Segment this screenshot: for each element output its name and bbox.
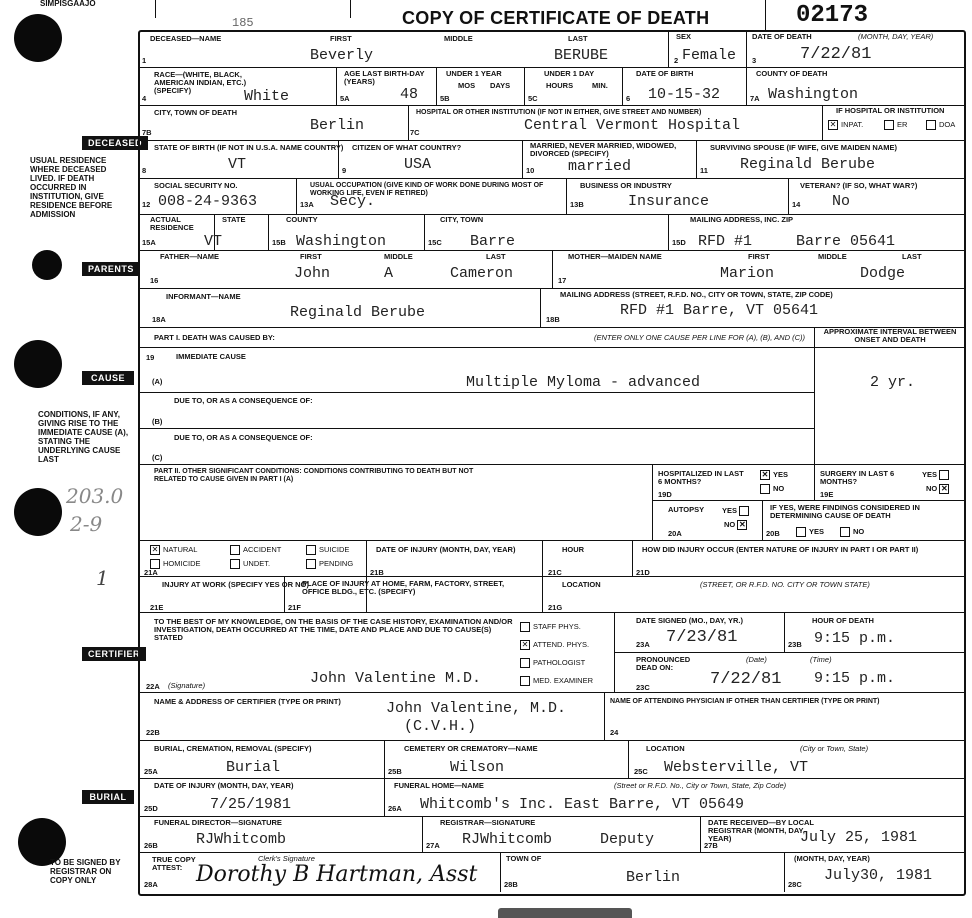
label-date-injury: DATE OF INJURY (MONTH, DAY, YEAR) <box>376 545 516 554</box>
field-number: 26B <box>144 841 158 850</box>
suicide-label: SUICIDE <box>319 544 350 554</box>
pathologist-option[interactable] <box>520 658 585 668</box>
label-date: (Date) <box>746 655 767 664</box>
field-number: 28C <box>788 880 802 889</box>
value-race: White <box>244 88 290 105</box>
value-ssn: 008-24-9363 <box>158 193 258 210</box>
doa-label: DOA <box>939 119 956 129</box>
value-father-first: John <box>294 265 331 282</box>
label-due-to-c: DUE TO, OR AS A CONSEQUENCE OF: <box>174 433 313 442</box>
bottom-edge-tab <box>498 908 632 918</box>
value-age: 48 <box>400 86 419 103</box>
punch-hole <box>14 488 62 536</box>
label-sex: SEX <box>676 32 692 41</box>
inpat-checkbox[interactable] <box>828 120 838 130</box>
label-funeral-home-address: (Street or R.F.D. No., City or Town, State, Zip Code) <box>614 781 787 790</box>
label-ssn: SOCIAL SECURITY NO. <box>154 181 238 190</box>
label-first: FIRST <box>330 34 352 43</box>
er-option[interactable] <box>884 120 907 130</box>
value-interval-a: 2 yr. <box>870 374 916 391</box>
suicide-option[interactable] <box>306 545 349 555</box>
deceased-tab: DECEASED <box>82 136 148 150</box>
label-spouse: SURVIVING SPOUSE (IF WIFE, GIVE MAIDEN NAME) <box>710 143 897 152</box>
value-res-state: VT <box>204 233 223 250</box>
field-number: 25B <box>388 767 402 776</box>
value-mother-first: Marion <box>720 265 775 282</box>
value-res-city: Barre <box>470 233 516 250</box>
label-location-city: (City or Town, State) <box>800 744 869 753</box>
field-number: 27A <box>426 841 440 850</box>
hospitalized-no-checkbox[interactable] <box>760 484 770 494</box>
field-number: 22B <box>146 728 160 737</box>
label-informant-mail: MAILING ADDRESS (STREET, R.F.D. NO., CITY OR TOWN, STATE, ZIP CODE) <box>560 290 833 299</box>
examiner-checkbox[interactable] <box>520 676 530 686</box>
autopsy-no-option[interactable] <box>724 520 750 530</box>
doa-checkbox[interactable] <box>926 120 936 130</box>
field-number: 4 <box>142 94 147 103</box>
field-number: 21G <box>548 603 563 612</box>
field-number: 15C <box>428 238 442 247</box>
value-county-of-death: Washington <box>768 86 859 103</box>
hospitalized-yes-checkbox[interactable] <box>760 470 770 480</box>
value-burial-date: 7/25/1981 <box>210 796 292 813</box>
field-number: 26A <box>388 804 402 813</box>
value-town: Berlin <box>626 869 681 886</box>
field-number: 28B <box>504 880 518 889</box>
surgery-no-label: NO <box>926 483 938 493</box>
value-citizen: USA <box>404 156 432 173</box>
label-signature: (Signature) <box>168 681 206 690</box>
label-mother-first: FIRST <box>748 252 770 261</box>
inpat-label: INPAT. <box>841 119 864 129</box>
field-number: 9 <box>342 166 347 175</box>
hospitalized-yes-option[interactable] <box>760 470 788 480</box>
value-informant: Reginald Berube <box>290 304 426 321</box>
value-certifier-address: (C.V.H.) <box>404 718 477 735</box>
value-funeral-director: RJWhitcomb <box>196 831 287 848</box>
value-res-mail: RFD #1 <box>698 233 753 250</box>
label-certifier-name: NAME & ADDRESS OF CERTIFIER (TYPE OR PRINT) <box>154 697 341 706</box>
label-findings: IF YES, WERE FINDINGS CONSIDERED IN DETERMINING CAUSE OF DEATH <box>770 503 920 520</box>
label-how-injury: HOW DID INJURY OCCUR (ENTER NATURE OF INJURY IN PART I OR PART II) <box>642 545 919 554</box>
surgery-no-option[interactable] <box>926 484 952 494</box>
label-injury-work: INJURY AT WORK (SPECIFY YES OR NO) <box>162 580 309 589</box>
label-race: RACE—(WHITE, BLACK, AMERICAN INDIAN, ETC.) (SPECIFY) <box>154 70 247 95</box>
label-attest-date: (MONTH, DAY, YEAR) <box>794 854 870 863</box>
value-cause-a: Multiple Myloma - advanced <box>466 374 701 391</box>
homicide-label: HOMICIDE <box>163 558 201 568</box>
label-date-signed: DATE SIGNED (MO., DAY, YR.) <box>636 616 743 625</box>
value-spouse: Reginald Berube <box>740 156 876 173</box>
surgery-yes-option[interactable] <box>922 470 952 480</box>
field-number: 7A <box>750 94 760 103</box>
label-under-1-year: UNDER 1 YEAR <box>446 69 502 78</box>
accident-label: ACCIDENT <box>243 544 282 554</box>
value-date-received: July 25, 1981 <box>800 829 918 846</box>
label-time: (Time) <box>810 655 832 664</box>
autopsy-yes-checkbox[interactable] <box>739 506 749 516</box>
conditions-note: CONDITIONS, IF ANY, GIVING RISE TO THE IMMEDIATE CAUSE (A), STATING THE UNDERLYING CAUSE LAST <box>38 410 129 464</box>
undet-checkbox[interactable] <box>230 559 240 569</box>
label-hour-of-death: HOUR OF DEATH <box>812 616 874 625</box>
label-informant: INFORMANT—NAME <box>166 292 241 301</box>
value-state-of-birth: VT <box>228 156 247 173</box>
label-middle: MIDDLE <box>444 34 473 43</box>
pencil-note: 203.0 <box>66 484 124 508</box>
attend-checkbox[interactable] <box>520 640 530 650</box>
label-veteran: VETERAN? (IF SO, WHAT WAR?) <box>800 181 918 190</box>
top-left-cut-text: SIMPISGAAJO <box>40 0 96 8</box>
field-number: 23A <box>636 640 650 649</box>
label-mother-middle: MIDDLE <box>818 252 847 261</box>
field-number: 25D <box>144 804 158 813</box>
field-number: 7B <box>142 128 152 137</box>
label-last: LAST <box>568 34 588 43</box>
staff-option[interactable] <box>520 622 581 632</box>
field-number: 5A <box>340 94 350 103</box>
field-number: 23C <box>636 683 650 692</box>
label-father-first: FIRST <box>300 252 322 261</box>
label-father-middle: MIDDLE <box>384 252 413 261</box>
value-married: married <box>568 158 632 175</box>
label-hospital: HOSPITAL OR OTHER INSTITUTION (IF NOT IN EITHER, GIVE STREET AND NUMBER) <box>416 109 702 116</box>
field-number: 22A <box>146 682 160 691</box>
label-autopsy: AUTOPSY <box>668 505 705 514</box>
value-city: Berlin <box>310 117 365 134</box>
label-place-injury: PLACE OF INJURY AT HOME, FARM, FACTORY, STREET, OFFICE BLDG., ETC. (SPECIFY) <box>302 579 505 596</box>
field-number: 6 <box>626 94 631 103</box>
label-business: BUSINESS OR INDUSTRY <box>580 181 672 190</box>
label-location-fmt: (STREET, OR R.F.D. NO. CITY OR TOWN STATE) <box>700 580 870 589</box>
value-burial: Burial <box>226 759 281 776</box>
value-cemetery: Wilson <box>450 759 505 776</box>
label-occupation: USUAL OCCUPATION (GIVE KIND OF WORK DONE DURING MOST OF WORKING LIFE, EVEN IF RETIRED) <box>310 182 544 197</box>
punch-hole <box>14 14 62 62</box>
autopsy-no-checkbox[interactable] <box>737 520 747 530</box>
surgery-yes-checkbox[interactable] <box>939 470 949 480</box>
pending-option[interactable] <box>306 559 353 569</box>
sign-note: TO BE SIGNED BY REGISTRAR ON COPY ONLY <box>50 858 121 885</box>
staff-checkbox[interactable] <box>520 622 530 632</box>
field-number: 5C <box>528 94 538 103</box>
label-min: MIN. <box>592 81 608 90</box>
attend-label: ATTEND. PHYS. <box>533 639 590 649</box>
field-number: 19 <box>146 353 155 362</box>
punch-hole <box>14 340 62 388</box>
value-hospital: Central Vermont Hospital <box>524 117 741 134</box>
field-number: 21D <box>636 568 650 577</box>
field-number: 3 <box>752 56 757 65</box>
field-number: 12 <box>142 200 151 209</box>
natural-checkbox[interactable] <box>150 545 160 555</box>
undet-option[interactable] <box>230 559 270 569</box>
value-certifier-signature: John Valentine M.D. <box>310 670 482 687</box>
field-number: 21A <box>144 568 158 577</box>
label-hospitalized: HOSPITALIZED IN LAST 6 MONTHS? <box>658 469 744 486</box>
pending-label: PENDING <box>319 558 354 568</box>
hospitalized-yes-label: YES <box>773 469 789 479</box>
label-if-hospital: IF HOSPITAL OR INSTITUTION <box>836 106 945 115</box>
label-true-copy: TRUE COPY ATTEST: <box>152 855 196 872</box>
pencil-note: 1 <box>96 566 109 590</box>
label-father-last: LAST <box>486 252 506 261</box>
findings-no-label: NO <box>853 526 865 536</box>
field-number: 15D <box>672 238 686 247</box>
field-number: 21B <box>370 568 384 577</box>
page-title: COPY OF CERTIFICATE OF DEATH <box>402 8 710 28</box>
value-registrar-title: Deputy <box>600 831 655 848</box>
label-county: COUNTY <box>286 215 318 224</box>
label-part1: PART I. DEATH WAS CAUSED BY: <box>154 333 275 342</box>
pencil-note: 2-9 <box>70 512 103 536</box>
value-veteran: No <box>832 193 851 210</box>
er-checkbox[interactable] <box>884 120 894 130</box>
label-line-a: (A) <box>152 377 163 386</box>
label-part2: PART II. OTHER SIGNIFICANT CONDITIONS: CONDITIONS CONTRIBUTING TO DEATH BUT NOT RELATED TO CAUSE GIVEN IN PART I (A) <box>154 468 474 483</box>
field-number: 10 <box>526 166 535 175</box>
value-date-of-death: 7/22/81 <box>800 45 872 64</box>
field-number: 21C <box>548 568 562 577</box>
label-city-town: CITY, TOWN OF DEATH <box>154 108 238 117</box>
label-age: AGE LAST BIRTH-DAY (YEARS) <box>344 69 425 86</box>
punch-hole <box>32 250 62 280</box>
stamp-number: 185 <box>232 16 254 30</box>
label-location-burial: LOCATION <box>646 744 685 753</box>
label-hours: HOURS <box>546 81 574 90</box>
label-funeral-director: FUNERAL DIRECTOR—SIGNATURE <box>154 818 282 827</box>
value-certifier-name: John Valentine, M.D. <box>386 700 567 717</box>
label-funeral-home: FUNERAL HOME—NAME <box>394 781 484 790</box>
field-number: 7C <box>410 128 420 137</box>
label-residence: ACTUAL RESIDENCE <box>150 215 194 232</box>
pending-checkbox[interactable] <box>306 559 316 569</box>
label-part1-note: (ENTER ONLY ONE CAUSE PER LINE FOR (A), (B), AND (C)) <box>594 333 805 342</box>
value-date-of-birth: 10-15-32 <box>648 86 721 103</box>
suicide-checkbox[interactable] <box>306 545 316 555</box>
value-attest-date: July30, 1981 <box>824 867 933 884</box>
label-cemetery: CEMETERY OR CREMATORY—NAME <box>404 744 538 753</box>
label-mother-last: LAST <box>902 252 922 261</box>
accident-option[interactable] <box>230 545 281 555</box>
examiner-label: MED. EXAMINER <box>533 675 594 685</box>
label-location: LOCATION <box>562 580 601 589</box>
autopsy-no-label: NO <box>724 519 736 529</box>
certifier-tab: CERTIFIER <box>82 647 146 661</box>
value-registrar: RJWhitcomb <box>462 831 553 848</box>
label-married: MARRIED, NEVER MARRIED, WIDOWED, DIVORCED (SPECIFY) <box>530 141 677 158</box>
field-number: 19E <box>820 490 834 499</box>
field-number: 21E <box>150 603 164 612</box>
surgery-no-checkbox[interactable] <box>939 484 949 494</box>
value-pronounced-date: 7/22/81 <box>710 670 782 689</box>
field-number: 5B <box>440 94 450 103</box>
label-date-of-death: DATE OF DEATH <box>752 32 812 41</box>
label-days: DAYS <box>490 81 511 90</box>
value-last-name: BERUBE <box>554 47 609 64</box>
usual-residence-note: USUAL RESIDENCE WHERE DECEASED LIVED. IF DEATH OCCURRED IN INSTITUTION, GIVE RESIDENCE BEFORE ADMISSION <box>30 156 113 219</box>
field-number: 20A <box>668 529 682 538</box>
label-hour: HOUR <box>562 545 585 554</box>
field-number: 25C <box>634 767 648 776</box>
label-mother: MOTHER—MAIDEN NAME <box>568 252 662 261</box>
label-citizen: CITIZEN OF WHAT COUNTRY? <box>352 143 462 152</box>
label-county-of-death: COUNTY OF DEATH <box>756 69 828 78</box>
value-informant-mail: RFD #1 Barre, VT 05641 <box>620 302 819 319</box>
field-number: 20B <box>766 529 780 538</box>
value-father-last: Cameron <box>450 265 514 282</box>
label-date-received: DATE RECEIVED—BY LOCAL REGISTRAR (MONTH, DAY, YEAR) <box>708 818 814 843</box>
pathologist-label: PATHOLOGIST <box>533 657 586 667</box>
cause-tab: CAUSE <box>82 371 134 385</box>
field-number: 24 <box>610 728 619 737</box>
doa-option[interactable] <box>926 120 955 130</box>
examiner-option[interactable] <box>520 676 593 686</box>
value-funeral-home: Whitcomb's Inc. East Barre, VT 05649 <box>420 796 745 813</box>
natural-label: NATURAL <box>163 544 198 554</box>
value-mother-last: Dodge <box>860 265 906 282</box>
value-first-name: Beverly <box>310 47 374 64</box>
label-line-b: (B) <box>152 417 163 426</box>
label-certify: TO THE BEST OF MY KNOWLEDGE, ON THE BASIS OF THE CASE HISTORY, EXAMINATION AND/OR INVESTIGATION, DEATH OCCURRED AT THE TIME, DATE AND PLACE AND DUE TO CAUSE(S) STATED <box>154 617 513 642</box>
field-number: 16 <box>150 276 159 285</box>
parents-tab: PARENTS <box>82 262 140 276</box>
label-attending: NAME OF ATTENDING PHYSICIAN IF OTHER THAN CERTIFIER (TYPE OR PRINT) <box>610 698 880 705</box>
label-burial-date: DATE OF INJURY (MONTH, DAY, YEAR) <box>154 781 294 790</box>
field-number: 13A <box>300 200 314 209</box>
field-number: 19D <box>658 490 672 499</box>
autopsy-yes-option[interactable] <box>722 506 752 516</box>
findings-yes-checkbox[interactable] <box>796 527 806 537</box>
field-number: 21F <box>288 603 301 612</box>
hospitalized-no-label: NO <box>773 483 785 493</box>
field-number: 27B <box>704 841 718 850</box>
autopsy-yes-label: YES <box>722 505 738 515</box>
findings-no-checkbox[interactable] <box>840 527 850 537</box>
label-state: STATE <box>222 215 246 224</box>
label-due-to-b: DUE TO, OR AS A CONSEQUENCE OF: <box>174 396 313 405</box>
label-pronounced: PRONOUNCED DEAD ON: <box>636 655 691 672</box>
label-registrar: REGISTRAR—SIGNATURE <box>440 818 536 827</box>
value-location: Websterville, VT <box>664 759 809 776</box>
natural-option[interactable] <box>150 545 197 555</box>
burial-tab: BURIAL <box>82 790 134 804</box>
label-mailing: MAILING ADDRESS, INC. ZIP <box>690 215 794 224</box>
label-line-c: (C) <box>152 453 163 462</box>
field-number: 17 <box>558 276 567 285</box>
field-number: 15A <box>142 238 156 247</box>
undet-label: UNDET. <box>243 558 271 568</box>
label-under-1-day: UNDER 1 DAY <box>544 69 595 78</box>
value-sex: Female <box>682 47 737 64</box>
label-city: CITY, TOWN <box>440 215 484 224</box>
staff-label: STAFF PHYS. <box>533 621 581 631</box>
certificate-number: 02173 <box>796 2 869 29</box>
field-number: 2 <box>674 56 679 65</box>
field-number: 1 <box>142 56 147 65</box>
findings-no-option[interactable] <box>840 527 864 537</box>
value-res-mail-2: Barre 05641 <box>796 233 896 250</box>
field-number: 15B <box>272 238 286 247</box>
label-surgery: SURGERY IN LAST 6 MONTHS? <box>820 469 895 486</box>
field-number: 28A <box>144 880 158 889</box>
value-business: Insurance <box>628 193 710 210</box>
label-burial: BURIAL, CREMATION, REMOVAL (SPECIFY) <box>154 744 312 753</box>
clerk-signature: Dorothy B Hartman, Asst <box>196 862 478 887</box>
er-label: ER <box>897 119 908 129</box>
inpat-option[interactable] <box>828 120 863 130</box>
label-date-format: (MONTH, DAY, YEAR) <box>858 32 934 41</box>
field-number: 13B <box>570 200 584 209</box>
label-clerk-signature: Clerk's Signature <box>258 854 315 863</box>
label-town-of: TOWN OF <box>506 854 542 863</box>
field-number: 25A <box>144 767 158 776</box>
field-number: 11 <box>700 166 708 175</box>
findings-yes-label: YES <box>809 526 825 536</box>
label-mos: MOS <box>458 81 476 90</box>
label-father: FATHER—NAME <box>160 252 220 261</box>
findings-yes-option[interactable] <box>796 527 824 537</box>
field-number: 23B <box>788 640 802 649</box>
value-hour-of-death: 9:15 p.m. <box>814 630 896 647</box>
field-number: 14 <box>792 200 801 209</box>
pathologist-checkbox[interactable] <box>520 658 530 668</box>
value-date-signed: 7/23/81 <box>666 628 738 647</box>
value-father-middle: A <box>384 265 394 282</box>
label-date-of-birth: DATE OF BIRTH <box>636 69 694 78</box>
field-number: 8 <box>142 166 147 175</box>
attend-option[interactable] <box>520 640 589 650</box>
accident-checkbox[interactable] <box>230 545 240 555</box>
value-res-county: Washington <box>296 233 387 250</box>
label-deceased-name: DECEASED—NAME <box>150 34 222 43</box>
value-pronounced-time: 9:15 p.m. <box>814 670 896 687</box>
label-immediate-cause: IMMEDIATE CAUSE <box>176 352 246 361</box>
hospitalized-no-option[interactable] <box>760 484 784 494</box>
label-interval: APPROXIMATE INTERVAL BETWEEN ONSET AND DEATH <box>823 327 957 344</box>
field-number: 18A <box>152 315 166 324</box>
field-number: 18B <box>546 315 560 324</box>
label-state-of-birth: STATE OF BIRTH (IF NOT IN U.S.A. NAME COUNTRY) <box>154 143 344 152</box>
surgery-yes-label: YES <box>922 469 938 479</box>
value-occupation: Secy. <box>330 193 376 210</box>
